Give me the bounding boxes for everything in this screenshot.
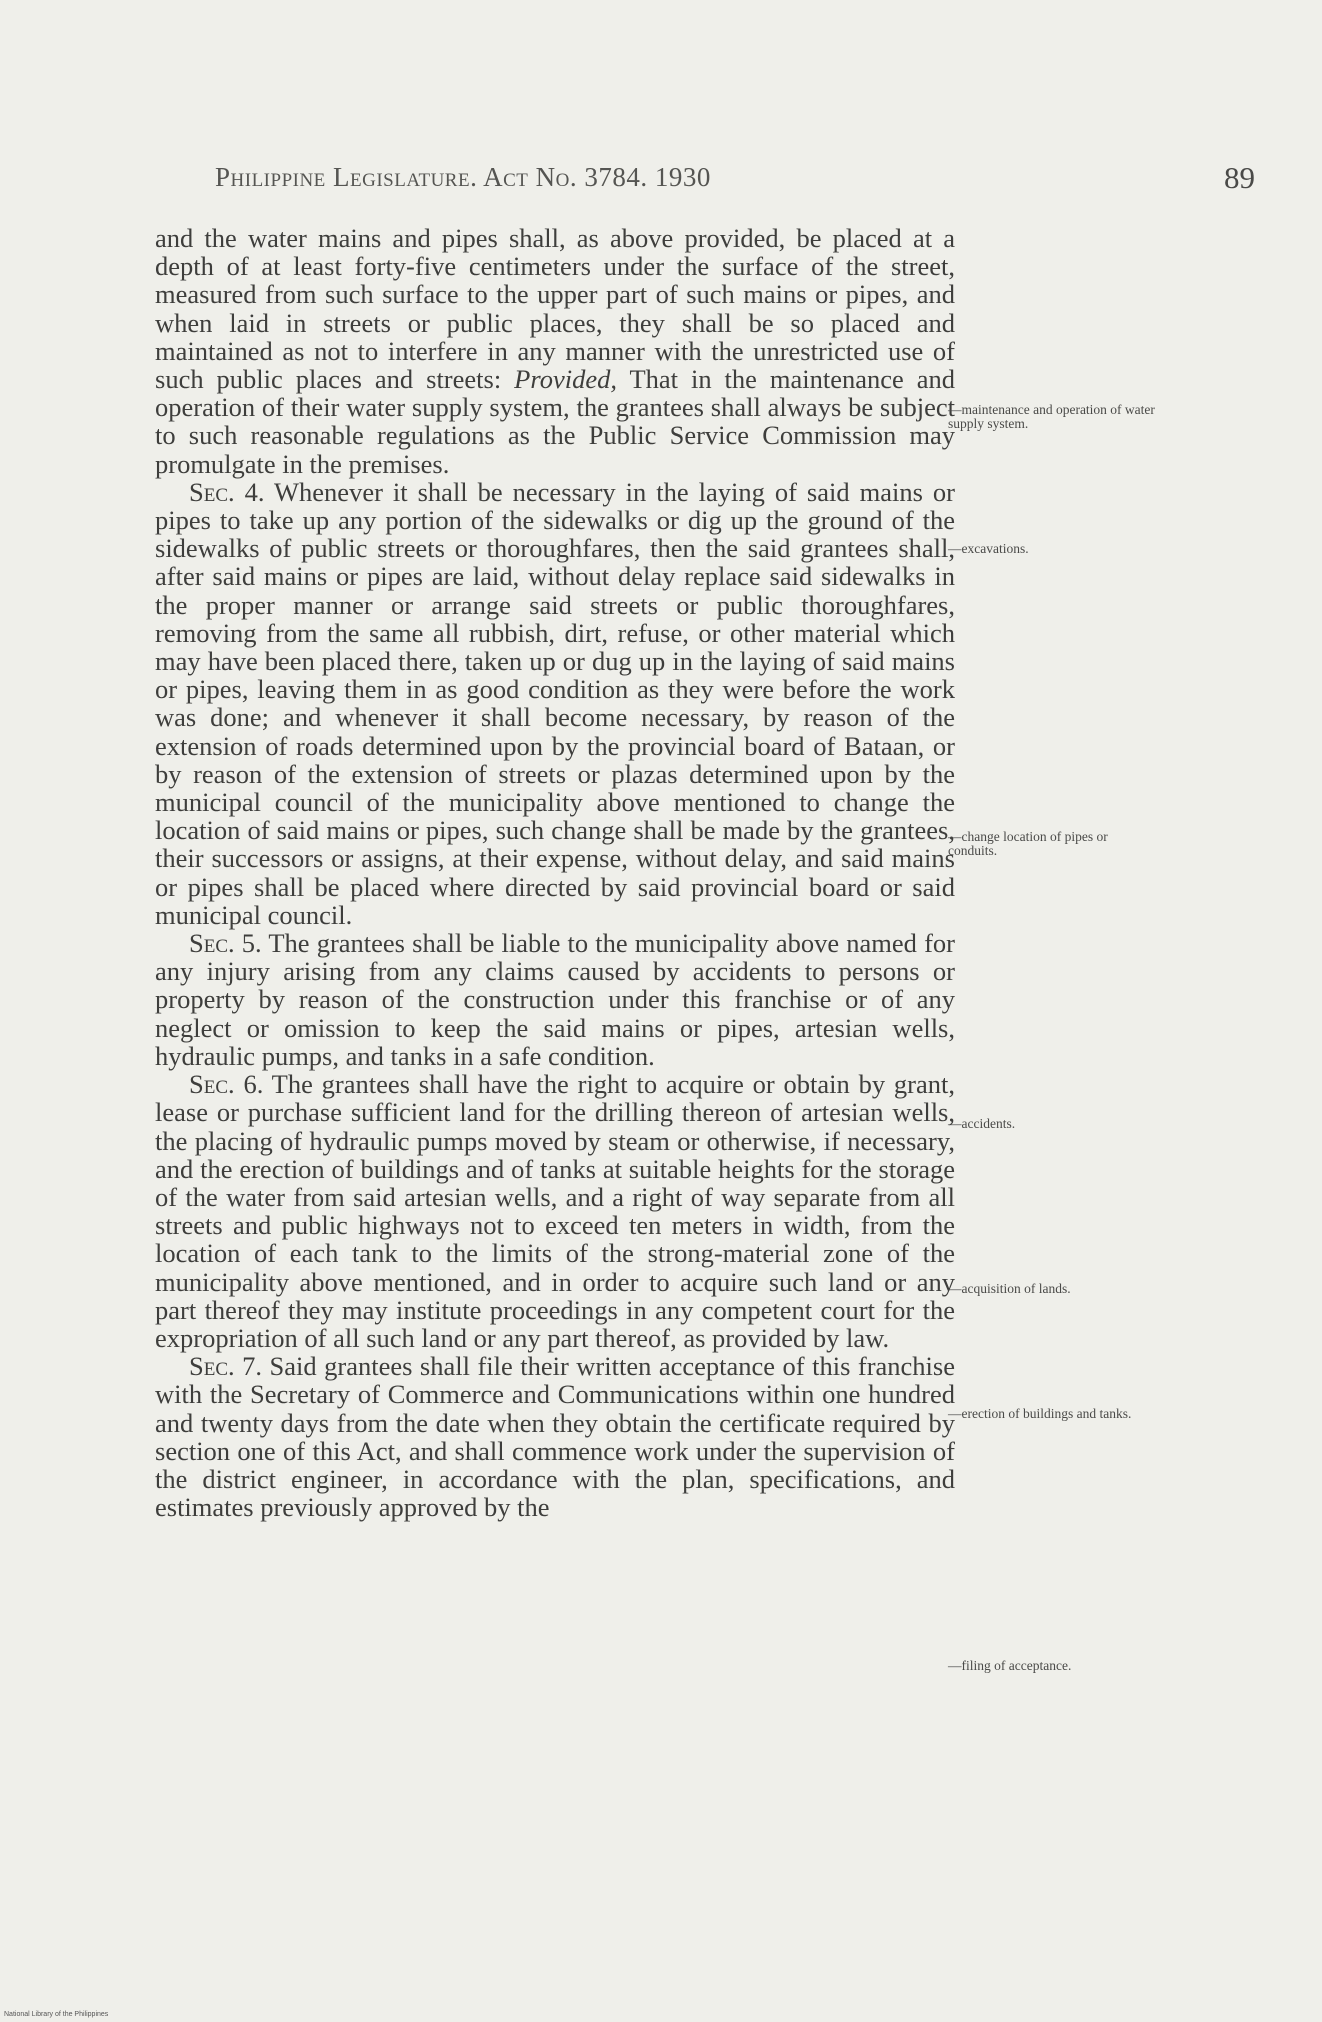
section-6-label: Sec. 6. <box>189 1069 264 1100</box>
section-5 <box>155 929 955 1070</box>
marginal-note-maintenance: —maintenance and operation of water supply system. <box>948 402 1155 431</box>
section-7 <box>155 1352 955 1521</box>
body-text <box>155 224 955 1521</box>
section-7-text: Said grantees shall file their written acceptance of this franchise with the Secretary of Commerce and Communications within one hundred and twenty days from the date when they obtain the certificate required by section one of this Act, and shall commence work under the supervision of the district engineer, in accordance with the plan, specifications, and estimates previously approved by the <box>155 1351 955 1523</box>
section-5-text: The grantees shall be liable to the municipality above named for any injury arising from any claims caused by accidents to persons or property by reason of the construction under this franchise or of any neglect or omission to keep the said mains or pipes, artesian wells, hydraulic pumps, and tanks in a safe condition. <box>155 928 955 1071</box>
marginal-note-filing: —filing of acceptance. <box>948 1658 1072 1673</box>
section-4-label: Sec. 4. <box>189 476 265 507</box>
marginal-note-excavations: —excavations. <box>948 541 1029 556</box>
section-4-text: Whenever it shall be necessary in the laying of said mains or pipes to take up any portion of the sidewalks or dig up the ground of the sidewalks of public streets or thoroughfares, then the said grantees shall, after said mains or pipes are laid, without delay replace said sidewalks in the proper manner or arrange said streets or public thoroughfares, removing from the same all rubbish, dirt, refuse, or other material which may have been placed there, taken up or dug up in the laying of said mains or pipes, leaving them in as good condition as they were before the work was done; and whenever it shall become necessary, by reason of the extension of roads determined upon by the provincial board of Bataan, or by reason of the extension of streets or plazas determined upon by the municipal council of the municipality above mentioned to change the location of said mains or pipes, such change shall be made by the grantees, their successors or assigns, at their expense, without delay, and said mains or pipes shall be placed where directed by said provincial board or said municipal council. <box>155 476 955 930</box>
page-number: 89 <box>1224 160 1255 195</box>
section-4 <box>155 478 955 929</box>
section-6 <box>155 1070 955 1352</box>
paragraph-continuation <box>155 224 955 478</box>
running-head: Philippine Legislature. Act No. 3784. 1930 <box>215 162 711 192</box>
paragraph-text-rest: That in the maintenance and operation of their water supply system, the grantees shall always be subject to such reasonable regulations as the Public Service Commission may promulgate in the premises. <box>155 364 955 479</box>
provided-clause: Provided, <box>514 364 617 395</box>
section-7-label: Sec. 7. <box>189 1351 263 1382</box>
marginal-note-accidents: —accidents. <box>948 1116 1016 1131</box>
page-header <box>215 162 1255 202</box>
section-5-label: Sec. 5. <box>189 928 262 959</box>
marginal-note-acquisition: —acquisition of lands. <box>948 1281 1071 1296</box>
footer-credit: National Library of the Philippines <box>4 2011 109 2018</box>
paragraph-text: and the water mains and pipes shall, as above provided, be placed at a depth of at least forty-five centimeters under the surface of the street, measured from such surface to the upper part of such mains or pipes, and when laid in streets or public places, they shall be so placed and maintained as not to interfere in any manner with the unrestricted use of such public places and streets: <box>155 223 955 395</box>
marginal-note-erection: —erection of buildings and tanks. <box>948 1406 1132 1421</box>
marginal-note-change-location: —change location of pipes or conduits. <box>948 829 1108 858</box>
section-6-text: The grantees shall have the right to acquire or obtain by grant, lease or purchase sufficient land for the drilling thereon of artesian wells, the placing of hydraulic pumps moved by steam or otherwise, if necessary, and the erection of buildings and of tanks at suitable heights for the storage of the water from said artesian wells, and a right of way separate from all streets and public highways not to exceed ten meters in width, from the location of each tank to the limits of the strong-material zone of the municipality above mentioned, and in order to acquire such land or any part thereof they may institute proceedings in any competent court for the expropriation of all such land or any part thereof, as provided by law. <box>155 1069 955 1353</box>
